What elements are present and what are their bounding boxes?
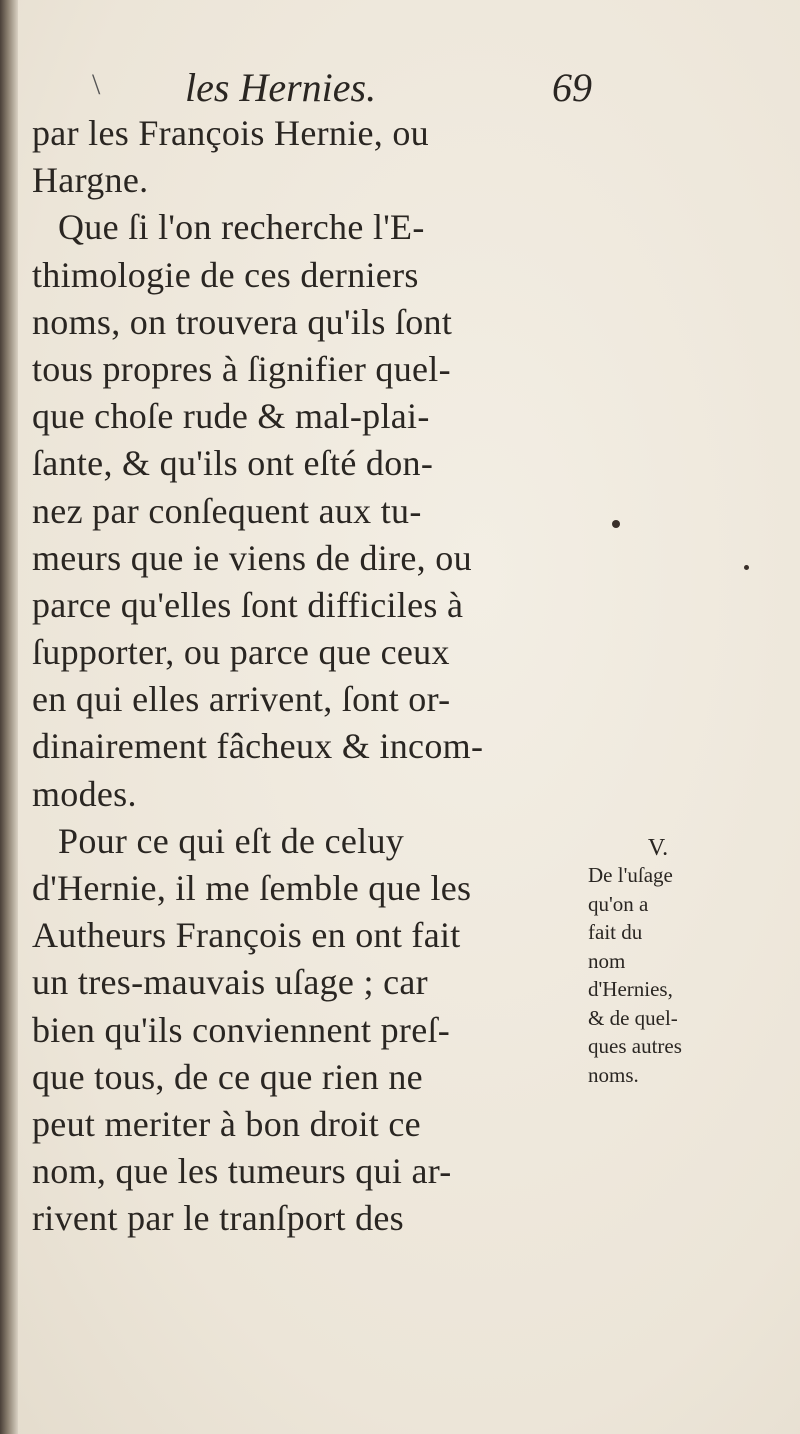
- text-line: nom, que les tumeurs qui ar-: [32, 1151, 452, 1192]
- page-header: [30, 64, 600, 114]
- text-line: modes.: [32, 773, 137, 814]
- text-line: en qui elles arrivent, ſont or-: [32, 679, 451, 720]
- text-line: noms, on trouvera qu'ils ſont: [32, 301, 453, 342]
- text-line: dinairement fâcheux & incom-: [32, 726, 484, 767]
- text-line: Autheurs François en ont fait: [32, 915, 461, 956]
- margin-note-line: qu'on a: [588, 891, 649, 916]
- margin-note-line: fait du: [588, 920, 643, 944]
- text-line: que choſe rude & mal-plai-: [32, 396, 430, 437]
- margin-note-line: De l'uſage: [588, 863, 673, 887]
- text-line: Pour ce qui eſt de celuy: [58, 820, 405, 861]
- main-text: [32, 110, 582, 1243]
- margin-note-line: noms.: [588, 1062, 639, 1087]
- text-line: rivent par le tranſport des: [32, 1198, 404, 1239]
- ink-speck: [612, 520, 620, 528]
- margin-note-line: ques autres: [588, 1034, 682, 1058]
- running-title: les Hernies.: [185, 65, 377, 110]
- margin-note-line: & de quel-: [588, 1005, 678, 1030]
- text-line: que tous, de ce que rien ne: [32, 1056, 423, 1097]
- text-line: meurs que ie viens de dire, ou: [32, 537, 472, 578]
- text-line: tous propres à ſignifier quel-: [32, 348, 451, 389]
- binding-edge: [0, 0, 18, 1434]
- ink-speck: [744, 565, 749, 570]
- page-number: 69: [552, 65, 592, 110]
- text-line: thimologie de ces derniers: [32, 254, 419, 295]
- text-line: peut meriter à bon droit ce: [32, 1103, 421, 1144]
- text-line: Que ſi l'on recherche l'E-: [58, 207, 425, 248]
- text-line: par les François Hernie, ou: [32, 113, 429, 153]
- header-mark: \: [92, 68, 101, 101]
- margin-note: [588, 835, 718, 1089]
- text-line: ſante, & qu'ils ont eſté don-: [32, 443, 434, 484]
- text-line: parce qu'elles ſont difficiles à: [32, 584, 464, 625]
- text-line: nez par conſequent aux tu-: [32, 490, 422, 531]
- text-line: ſupporter, ou parce que ceux: [32, 632, 450, 673]
- margin-note-line: d'Hernies,: [588, 977, 673, 1001]
- text-line: un tres-mauvais uſage ; car: [32, 962, 428, 1003]
- margin-note-number: V.: [647, 835, 669, 861]
- text-line: Hargne.: [32, 160, 149, 201]
- text-line: d'Hernie, il me ſemble que les: [32, 868, 472, 908]
- margin-note-line: nom: [588, 948, 626, 973]
- text-line: bien qu'ils conviennent preſ-: [32, 1009, 451, 1050]
